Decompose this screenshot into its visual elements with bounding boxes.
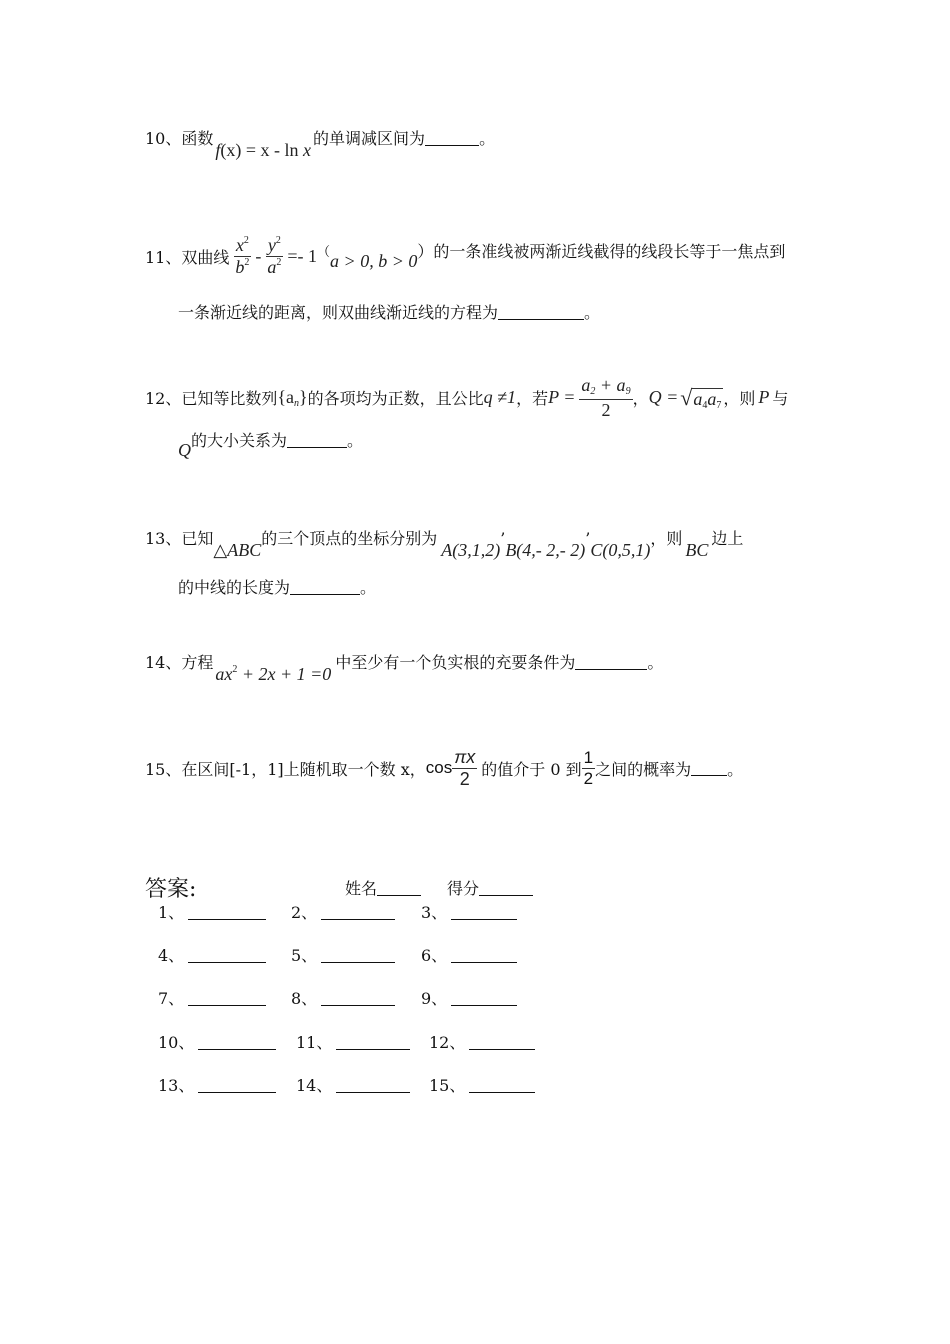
answer-blank-13[interactable] [198, 1078, 276, 1093]
name-field: 姓名 [345, 876, 421, 899]
q10-prefix: 10、函数 [145, 129, 214, 148]
question-15: 15、在区间[-1，1]上随机取一个数 x， cos $\frac{\pi x}{2}$ 的值介于 0 到 $\frac{1}{2}$ 之间的概率为 。 [145, 747, 744, 789]
question-10: 10、函数f(x) = x - ln x的单调减区间为 。 [145, 129, 496, 160]
q10-suffix: 的单调减区间为 [313, 129, 426, 148]
answer-blank-8[interactable] [321, 991, 395, 1006]
answer-item-5: 5、 [291, 943, 395, 966]
question-12-line2: Q的大小关系为 。 [178, 431, 364, 460]
q11-line1-suffix: ）的一条准线被两渐近线截得的线段长等于一焦点到 [417, 241, 786, 261]
answer-blank-14[interactable] [336, 1078, 410, 1093]
q12-sqrt: $√a_4a_7$ [680, 384, 722, 411]
q11-prefix: 11、双曲线 [145, 247, 230, 267]
q15-fraction-pix: $\frac{\pi x}{2}$ [454, 747, 476, 789]
q11-fraction-x: $\frac{x^2}{b^2}$ [235, 235, 250, 277]
name-blank[interactable] [377, 881, 421, 896]
q10-formula: f(x) = x - ln x [215, 140, 312, 160]
answer-item-9: 9、 [421, 986, 517, 1009]
q12-sequence: $\{a_n\}$ [277, 386, 308, 409]
q13-point-C: C(0,5,1) [590, 540, 651, 560]
question-13-line2: 的中线的长度为 。 [178, 578, 377, 597]
question-14: 14、方程$ax^2 + 2x + 1 =0$中至少有一个负实根的充要条件为 。 [145, 653, 664, 684]
q10-answer-blank[interactable] [425, 131, 479, 146]
q14-equation: $ax^2 + 2x + 1 =0$ [215, 664, 332, 684]
answer-item-12: 12、 [429, 1030, 535, 1053]
question-13: 13、已知△ABC的三个顶点的坐标分别为A(3,1,2)’B(4,- 2,- 2)’C(0,5,1)，则BC边上 [145, 529, 744, 560]
answer-blank-4[interactable] [188, 948, 266, 963]
answer-item-3: 3、 [421, 900, 517, 923]
answer-item-7: 7、 [158, 986, 266, 1009]
question-11-line2: 一条渐近线的距离，则双曲线渐近线的方程为 。 [178, 303, 601, 322]
q14-answer-blank[interactable] [575, 655, 647, 670]
score-field: 得分 [447, 876, 533, 899]
answer-blank-15[interactable] [469, 1078, 535, 1093]
q15-fraction-half: $\frac{1}{2}$ [583, 748, 594, 788]
question-11: 11、双曲线 $\frac{x^2}{b^2}$ - $\frac{y^2}{a^2}$ =- 1 （ a > 0, b > 0 ）的一条准线被两渐近线截得的线段长等于一焦点到 [145, 235, 786, 277]
score-blank[interactable] [479, 881, 533, 896]
q11-fraction-y: $\frac{y^2}{a^2}$ [267, 235, 282, 277]
answer-blank-9[interactable] [451, 991, 517, 1006]
q13-point-B: B(4,- 2,- 2) [505, 540, 586, 560]
q11-condition: a > 0, b > 0 [330, 250, 418, 271]
answer-blank-1[interactable] [188, 905, 266, 920]
q15-answer-blank[interactable] [691, 761, 727, 776]
answer-blank-5[interactable] [321, 948, 395, 963]
q11-equals: =- 1 [287, 245, 318, 266]
q12-ratio-condition: q ≠1 [483, 387, 517, 408]
q13-point-A: A(3,1,2) [441, 540, 501, 560]
answer-blank-11[interactable] [336, 1035, 410, 1050]
answer-item-4: 4、 [158, 943, 266, 966]
answer-item-14: 14、 [296, 1073, 410, 1096]
q12-answer-blank[interactable] [287, 433, 347, 448]
answer-item-13: 13、 [158, 1073, 276, 1096]
answer-blank-7[interactable] [188, 991, 266, 1006]
answer-blank-2[interactable] [321, 905, 395, 920]
q11-answer-blank[interactable] [498, 305, 584, 320]
answer-item-2: 2、 [291, 900, 395, 923]
answer-title: 答案: [145, 877, 197, 902]
answer-blank-12[interactable] [469, 1035, 535, 1050]
answer-item-1: 1、 [158, 900, 266, 923]
answer-item-15: 15、 [429, 1073, 535, 1096]
answer-item-8: 8、 [291, 986, 395, 1009]
answer-item-11: 11、 [296, 1030, 410, 1053]
answer-item-10: 10、 [158, 1030, 276, 1053]
answer-item-6: 6、 [421, 943, 517, 966]
q12-fraction-P: $\frac{a_2 + a_9}{2}$ [581, 375, 631, 420]
q13-segment-BC: BC [685, 540, 709, 560]
answer-blank-3[interactable] [451, 905, 517, 920]
question-12: 12、已知等比数列 $\{a_n\}$ 的各项均为正数，且公比 q ≠1 ，若 P = $\frac{a_2 + a_9}{2}$ ， Q = $√a_4a_7$ ，则 P 与 [145, 375, 789, 420]
answer-blank-10[interactable] [198, 1035, 276, 1050]
q13-triangle: △ABC [213, 540, 262, 560]
q13-answer-blank[interactable] [290, 580, 360, 595]
answer-blank-6[interactable] [451, 948, 517, 963]
